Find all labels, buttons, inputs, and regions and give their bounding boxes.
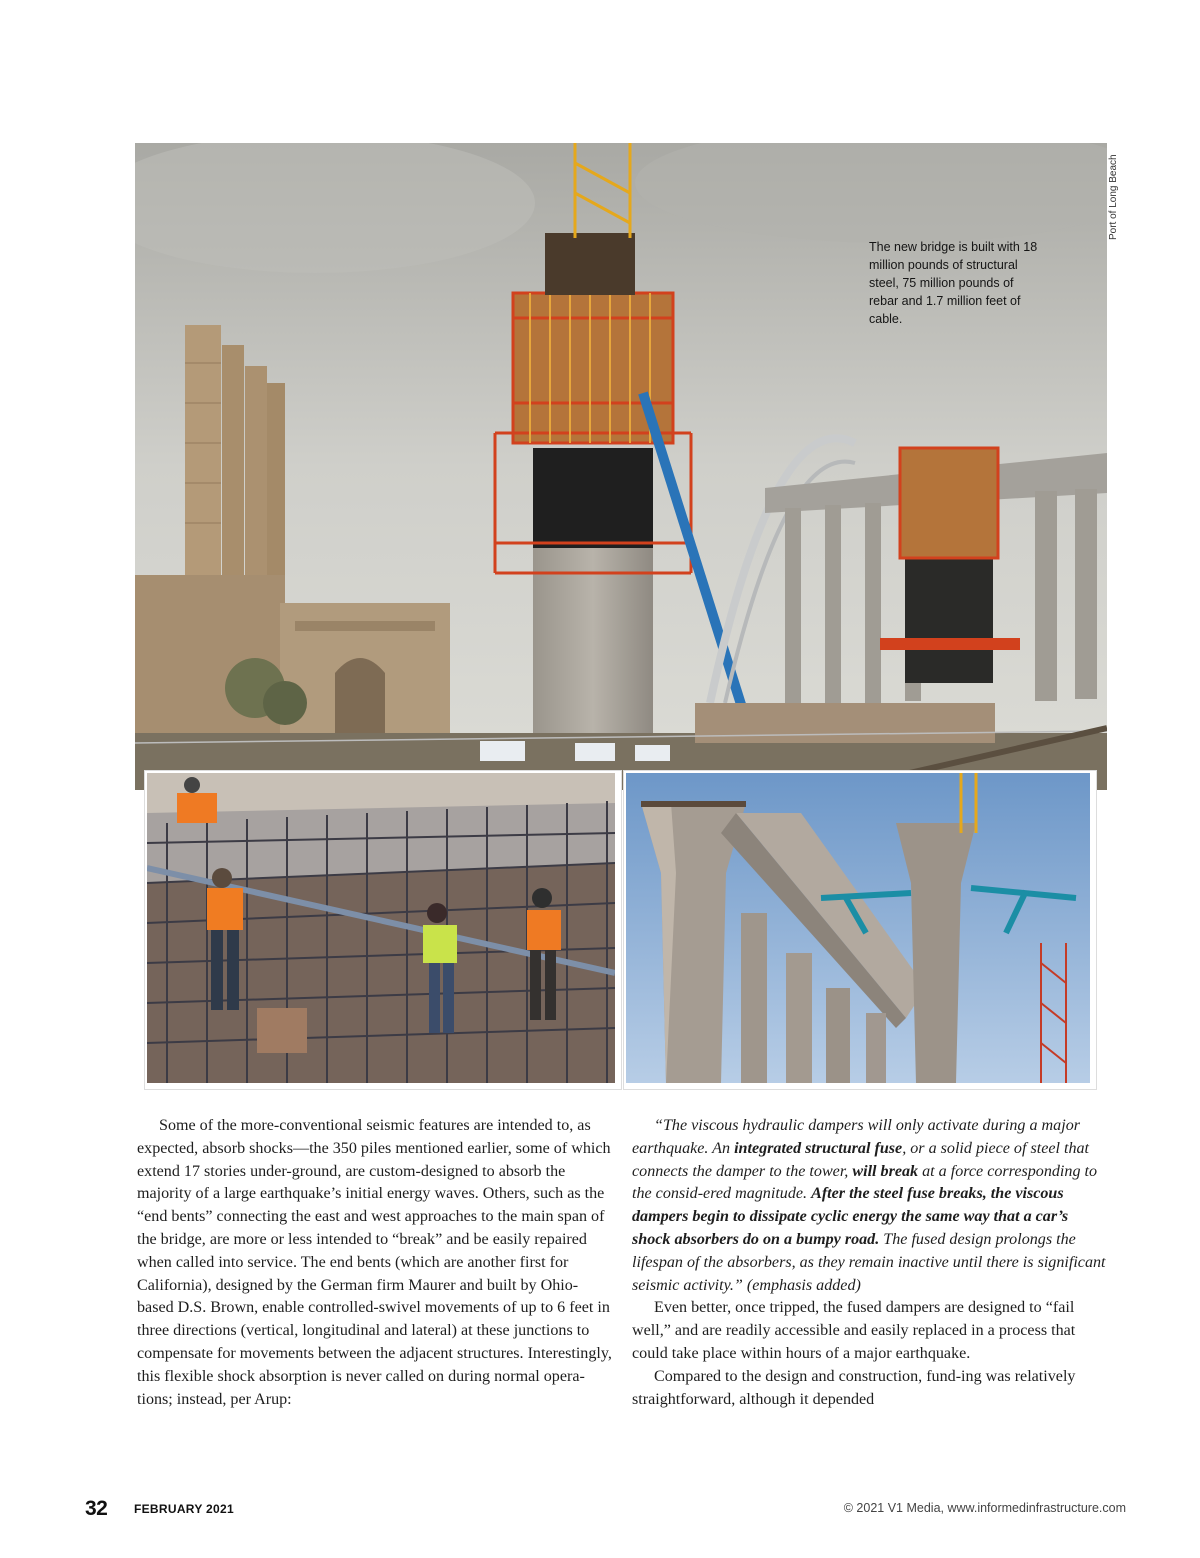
article-paragraph: Even better, once tripped, the fused dampers are designed to “fail well,” and are readily accessible and easily replaced in a process that could take place within hours of a major earthquake. [632, 1299, 1076, 1362]
copyright-notice: © 2021 V1 Media, www.informedinfrastructure.com [843, 1501, 1126, 1515]
bridge-piers-photo [624, 771, 1096, 1089]
quote-text: “The viscous hydraulic dampers will only activate during a major earthquake. An [632, 1117, 1081, 1157]
article-right-column [632, 1115, 1108, 1411]
quote-emphasis: integrated structural fuse [734, 1139, 903, 1157]
quote-emphasis: After the steel fuse breaks, the viscous dampers begin to dissipate cyclic energy the same way that a car’s shock absorbers do on a bumpy road. [632, 1185, 1069, 1248]
rebar-workers-photo [145, 771, 621, 1089]
photo-credit: Port of Long Beach [1108, 154, 1119, 240]
article-paragraph: Some of the more-conventional seismic features are intended to, as expected, absorb shocks—the 350 piles mentioned earlier, some of which extend 17 stories under-ground, are custom-designed to absorb the majority of a large earthquake’s initial energy waves. Others, such as the “end bents” connecting the east and west approaches to the main span of the bridge, are more or less intended to “break” and be easily repaired when called into service. The end bents (which are another first for California), designed by the German firm Maurer and built by Ohio-based D.S. Brown, enable controlled-swivel movements of up to 6 feet in three directions (vertical, longitudinal and lateral) at these junctions to compensate for movements between the adjacent structures. Interestingly, this flexible shock absorption is never called on during normal opera-tions; instead, per Arup: [137, 1117, 612, 1408]
article-left-column [137, 1115, 613, 1411]
arup-quote [632, 1115, 1108, 1297]
quote-text: , or a solid piece of steel that connects the damper to the tower, [632, 1139, 1090, 1180]
issue-date: FEBRUARY 2021 [134, 1502, 234, 1516]
page-number: 32 [85, 1497, 108, 1520]
photo-caption: The new bridge is built with 18 million pounds of structural steel, 75 million pounds of rebar and 1.7 million feet of cable. [869, 240, 1038, 326]
quote-text: The fused design prolongs the lifespan of the absorbers, as they remain inactive until there is significant seismic activity.” (emphasis added) [632, 1230, 1106, 1294]
quote-text: at a force corresponding to the consid-ered magnitude. [632, 1162, 1098, 1203]
article-paragraph: Compared to the design and construction, fund-ing was relatively straightforward, although it depended [632, 1367, 1076, 1408]
quote-emphasis: will break [852, 1162, 919, 1180]
